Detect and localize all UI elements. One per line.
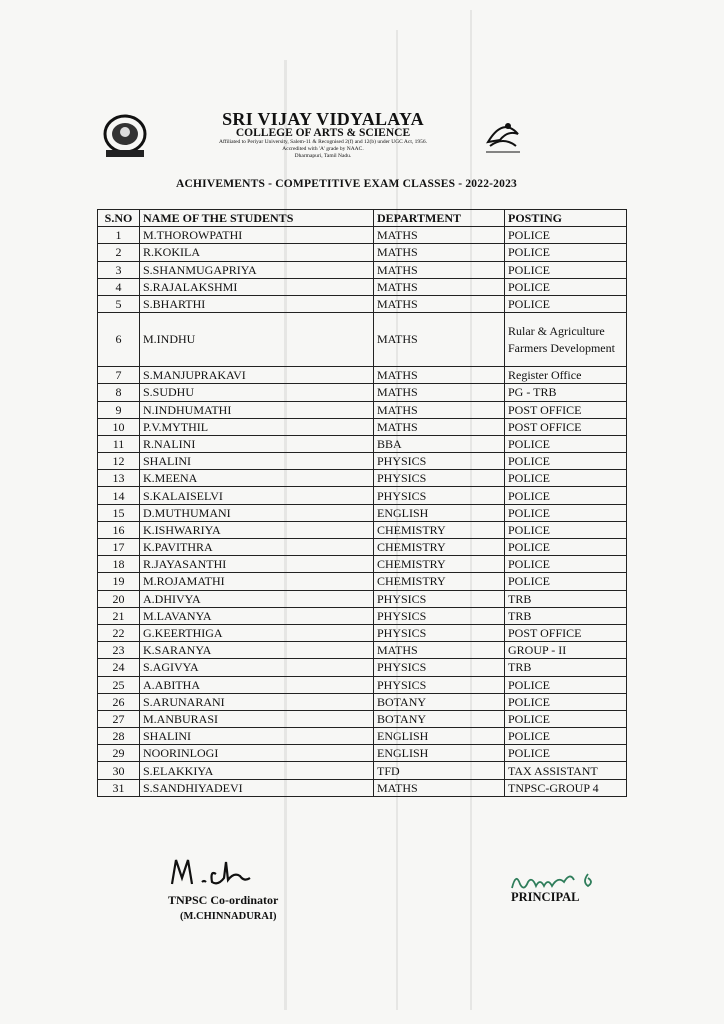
coordinator-name: (M.CHINNADURAI)	[180, 911, 277, 922]
cell-student-name: N.INDHUMATHI	[140, 401, 374, 418]
cell-sno: 4	[98, 278, 140, 295]
cell-student-name: S.KALAISELVI	[140, 487, 374, 504]
cell-student-name: S.BHARTHI	[140, 295, 374, 312]
cell-posting: TRB	[505, 659, 627, 676]
cell-department: PHYSICS	[374, 659, 505, 676]
cell-department: MATHS	[374, 384, 505, 401]
cell-department: MATHS	[374, 401, 505, 418]
cell-posting: POLICE	[505, 227, 627, 244]
cell-posting: POLICE	[505, 539, 627, 556]
cell-sno: 8	[98, 384, 140, 401]
table-row	[98, 728, 627, 745]
cell-department: MATHS	[374, 779, 505, 796]
cell-student-name: NOORINLOGI	[140, 745, 374, 762]
cell-student-name: M.ROJAMATHI	[140, 573, 374, 590]
table-row	[98, 745, 627, 762]
cell-posting: POLICE	[505, 504, 627, 521]
table-row	[98, 401, 627, 418]
cell-sno: 21	[98, 607, 140, 624]
cell-department: PHYSICS	[374, 607, 505, 624]
cell-posting: TNPSC-GROUP 4	[505, 779, 627, 796]
cell-sno: 14	[98, 487, 140, 504]
accreditation-line: Accredited with 'A' grade by NAAC.	[282, 146, 364, 152]
table-row	[98, 244, 627, 261]
cell-sno: 26	[98, 693, 140, 710]
cell-department: PHYSICS	[374, 590, 505, 607]
cell-student-name: SHALINI	[140, 453, 374, 470]
col-header-department: DEPARTMENT	[374, 210, 505, 227]
cell-posting: POLICE	[505, 295, 627, 312]
affiliation-line: Affiliated to Periyar University, Salem-11 & Recognised 2(f) and 12(b) under UGC Act, 1956.	[219, 139, 427, 145]
cell-department: MATHS	[374, 642, 505, 659]
cell-posting: POLICE	[505, 487, 627, 504]
principal-title: PRINCIPAL	[511, 890, 580, 904]
table-row	[98, 607, 627, 624]
table-row	[98, 435, 627, 452]
cell-sno: 25	[98, 676, 140, 693]
cell-posting: POLICE	[505, 745, 627, 762]
table-row	[98, 453, 627, 470]
coordinator-signature	[168, 852, 258, 890]
cell-student-name: D.MUTHUMANI	[140, 504, 374, 521]
cell-posting: POLICE	[505, 261, 627, 278]
cell-sno: 6	[98, 313, 140, 367]
cell-posting: POLICE	[505, 710, 627, 727]
cell-department: PHYSICS	[374, 487, 505, 504]
cell-student-name: P.V.MYTHIL	[140, 418, 374, 435]
cell-department: BBA	[374, 435, 505, 452]
cell-sno: 11	[98, 435, 140, 452]
table-row	[98, 261, 627, 278]
table-header-row	[98, 210, 627, 227]
cell-sno: 22	[98, 624, 140, 641]
cell-sno: 10	[98, 418, 140, 435]
cell-posting: POLICE	[505, 676, 627, 693]
table-row	[98, 693, 627, 710]
cell-department: CHEMISTRY	[374, 521, 505, 538]
cell-student-name: A.ABITHA	[140, 676, 374, 693]
cell-student-name: S.RAJALAKSHMI	[140, 278, 374, 295]
table-row	[98, 624, 627, 641]
table-row	[98, 278, 627, 295]
table-row	[98, 418, 627, 435]
cell-sno: 1	[98, 227, 140, 244]
table-body	[98, 227, 627, 797]
table-row	[98, 642, 627, 659]
letterhead	[0, 0, 724, 200]
table-row	[98, 710, 627, 727]
cell-department: MATHS	[374, 313, 505, 367]
cell-student-name: R.KOKILA	[140, 244, 374, 261]
cell-department: MATHS	[374, 295, 505, 312]
cell-department: PHYSICS	[374, 624, 505, 641]
cell-sno: 23	[98, 642, 140, 659]
cell-sno: 2	[98, 244, 140, 261]
cell-sno: 12	[98, 453, 140, 470]
college-subtitle: COLLEGE OF ARTS & SCIENCE	[235, 127, 411, 139]
cell-posting: TRB	[505, 590, 627, 607]
lamp-logo-icon	[478, 112, 528, 162]
cell-posting: POLICE	[505, 556, 627, 573]
cell-sno: 19	[98, 573, 140, 590]
cell-sno: 7	[98, 367, 140, 384]
table-row	[98, 487, 627, 504]
cell-sno: 27	[98, 710, 140, 727]
cell-student-name: S.MANJUPRAKAVI	[140, 367, 374, 384]
cell-department: MATHS	[374, 418, 505, 435]
cell-posting: POLICE	[505, 435, 627, 452]
table-row	[98, 295, 627, 312]
cell-posting: POLICE	[505, 453, 627, 470]
cell-posting: TRB	[505, 607, 627, 624]
cell-department: PHYSICS	[374, 470, 505, 487]
cell-posting: PG - TRB	[505, 384, 627, 401]
cell-student-name: S.SHANMUGAPRIYA	[140, 261, 374, 278]
cell-posting: POLICE	[505, 470, 627, 487]
cell-student-name: M.INDHU	[140, 313, 374, 367]
cell-posting: TAX ASSISTANT	[505, 762, 627, 779]
cell-department: CHEMISTRY	[374, 556, 505, 573]
cell-sno: 15	[98, 504, 140, 521]
cell-posting: Rular & Agriculture Farmers Development	[505, 313, 627, 367]
table-row	[98, 659, 627, 676]
cell-posting: POLICE	[505, 278, 627, 295]
table-row	[98, 590, 627, 607]
table-row	[98, 384, 627, 401]
table-row	[98, 521, 627, 538]
college-name: SRI VIJAY VIDYALAYA	[222, 109, 424, 129]
cell-student-name: S.ARUNARANI	[140, 693, 374, 710]
cell-student-name: S.SUDHU	[140, 384, 374, 401]
cell-sno: 17	[98, 539, 140, 556]
cell-student-name: SHALINI	[140, 728, 374, 745]
cell-student-name: R.JAYASANTHI	[140, 556, 374, 573]
cell-sno: 13	[98, 470, 140, 487]
table-row	[98, 367, 627, 384]
col-header-sno: S.NO	[98, 210, 140, 227]
cell-department: MATHS	[374, 261, 505, 278]
location-line: Dharmapuri, Tamil Nadu.	[294, 153, 352, 159]
cell-sno: 18	[98, 556, 140, 573]
cell-posting: Register Office	[505, 367, 627, 384]
cell-department: BOTANY	[374, 693, 505, 710]
cell-department: ENGLISH	[374, 504, 505, 521]
cell-department: MATHS	[374, 227, 505, 244]
cell-sno: 9	[98, 401, 140, 418]
cell-student-name: K.SARANYA	[140, 642, 374, 659]
cell-department: TFD	[374, 762, 505, 779]
cell-sno: 20	[98, 590, 140, 607]
cell-department: MATHS	[374, 367, 505, 384]
achievements-table	[97, 209, 627, 797]
cell-student-name: S.AGIVYA	[140, 659, 374, 676]
cell-department: PHYSICS	[374, 453, 505, 470]
col-header-posting: POSTING	[505, 210, 627, 227]
cell-department: CHEMISTRY	[374, 539, 505, 556]
cell-department: BOTANY	[374, 710, 505, 727]
table-row	[98, 779, 627, 796]
cell-posting: POLICE	[505, 693, 627, 710]
cell-department: PHYSICS	[374, 676, 505, 693]
cell-department: MATHS	[374, 244, 505, 261]
cell-student-name: S.SANDHIYADEVI	[140, 779, 374, 796]
cell-posting: POLICE	[505, 573, 627, 590]
cell-department: MATHS	[374, 278, 505, 295]
table-row	[98, 504, 627, 521]
table-row	[98, 556, 627, 573]
cell-sno: 30	[98, 762, 140, 779]
cell-department: CHEMISTRY	[374, 573, 505, 590]
cell-posting: POLICE	[505, 244, 627, 261]
table-row	[98, 313, 627, 367]
cell-sno: 24	[98, 659, 140, 676]
cell-posting: POST OFFICE	[505, 401, 627, 418]
table-row	[98, 227, 627, 244]
cell-department: ENGLISH	[374, 728, 505, 745]
cell-sno: 28	[98, 728, 140, 745]
cell-student-name: G.KEERTHIGA	[140, 624, 374, 641]
table-row	[98, 470, 627, 487]
cell-student-name: R.NALINI	[140, 435, 374, 452]
cell-posting: POST OFFICE	[505, 418, 627, 435]
cell-posting: POLICE	[505, 521, 627, 538]
coordinator-title: TNPSC Co-ordinator	[168, 893, 279, 907]
cell-sno: 16	[98, 521, 140, 538]
table-row	[98, 762, 627, 779]
col-header-name: NAME OF THE STUDENTS	[140, 210, 374, 227]
table-row	[98, 676, 627, 693]
table-row	[98, 573, 627, 590]
college-emblem-icon	[100, 112, 150, 160]
cell-student-name: S.ELAKKIYA	[140, 762, 374, 779]
cell-sno: 3	[98, 261, 140, 278]
cell-student-name: M.ANBURASI	[140, 710, 374, 727]
cell-department: ENGLISH	[374, 745, 505, 762]
cell-posting: GROUP - II	[505, 642, 627, 659]
table-row	[98, 539, 627, 556]
cell-student-name: A.DHIVYA	[140, 590, 374, 607]
cell-student-name: K.MEENA	[140, 470, 374, 487]
cell-sno: 5	[98, 295, 140, 312]
cell-posting: POST OFFICE	[505, 624, 627, 641]
cell-student-name: M.THOROWPATHI	[140, 227, 374, 244]
cell-posting: POLICE	[505, 728, 627, 745]
affiliation-text	[150, 139, 496, 160]
cell-sno: 29	[98, 745, 140, 762]
cell-sno: 31	[98, 779, 140, 796]
cell-student-name: M.LAVANYA	[140, 607, 374, 624]
cell-student-name: K.ISHWARIYA	[140, 521, 374, 538]
cell-student-name: K.PAVITHRA	[140, 539, 374, 556]
document-title: ACHIVEMENTS - COMPETITIVE EXAM CLASSES - 2022-2023	[176, 178, 517, 190]
